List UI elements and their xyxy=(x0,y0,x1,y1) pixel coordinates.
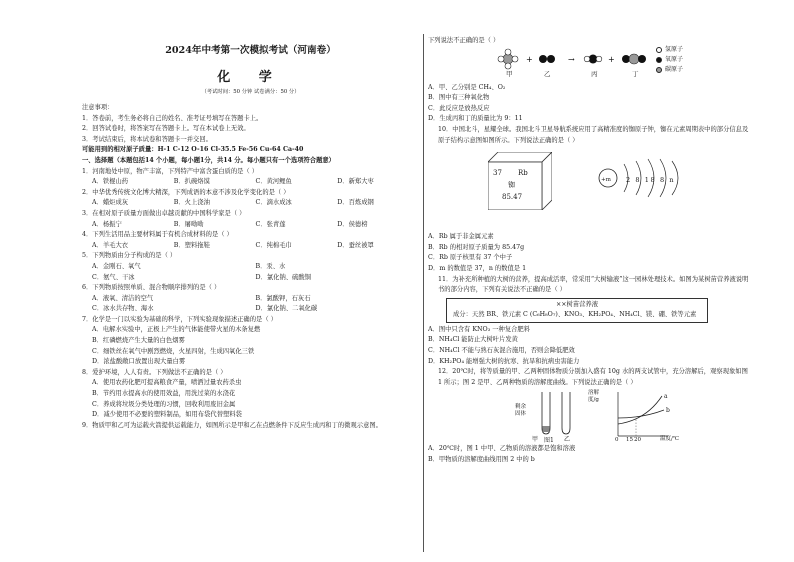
left-column xyxy=(82,36,419,431)
label-bing: 丙 xyxy=(591,69,598,78)
option-row xyxy=(82,241,419,252)
question-stem: 8．爱护环境，人人有责。下列做法不正确的是（ ） xyxy=(82,368,227,376)
legend-oxygen: 氧原子 xyxy=(665,55,684,63)
question-stem: 5．下列物质由分子构成的是（ ） xyxy=(82,252,177,260)
right-column xyxy=(428,36,753,465)
q11-option: C．NH₄Cl 不能与熟石灰混合施用，否则会降低肥效 xyxy=(428,346,575,354)
option: D．氯化钠、硫酸铜 xyxy=(255,273,311,281)
option-row xyxy=(82,177,419,188)
q12-option: B．甲物质的溶解度曲线用图 2 中的 b xyxy=(428,455,535,463)
option: D．减少使用不必要的塑料制品，如用布袋代替塑料袋 xyxy=(92,411,242,419)
atomic-structure xyxy=(602,160,692,200)
svg-text:+: + xyxy=(526,54,533,64)
q10-option: D．m 的数值是 37，n 的数值是 1 xyxy=(428,264,527,272)
question-stem: 6．下列物质按照单质、混合物顺序排列的是（ ） xyxy=(82,284,221,292)
fig1-residue-label: 剩余固体 xyxy=(515,404,527,418)
fig2-origin: 0 xyxy=(615,437,619,444)
option: B．节约用水提高水的使用效益，用洗过菜的水浇花 xyxy=(92,390,236,398)
question-stem: 1．河南地处中原，物产丰富，下列特产中富含蛋白质的是（ ） xyxy=(82,167,259,175)
atom-legend xyxy=(656,45,683,75)
q10-option: A．Rb 属于非金属元素 xyxy=(428,233,494,241)
legend-hydrogen: 氢原子 xyxy=(665,45,684,53)
question-stem: 7．化学是一门以实验为基础的科学，下列实验现象描述正确的是（ ） xyxy=(82,315,277,323)
option: C．黄河鲤鱼 xyxy=(255,178,292,186)
subject-title: 化 学 xyxy=(217,70,284,85)
option-row xyxy=(82,220,419,231)
notice-item: 3．考试结束后，将本试卷和答题卡一并交回。 xyxy=(82,135,212,143)
molecule-jia xyxy=(498,49,518,69)
nutrient-box-title: ××树苗营养液 xyxy=(555,300,599,308)
nutrient-box-content: 成分：天然 BR、铁元素 C (C₆H₈O₇)、KNO₃、KH₂PO₄、NH₄Cl、镁、硼、铁等元素 xyxy=(453,311,697,319)
option: A．使用农药化肥可提高粮食产量，喷洒过量农药杀虫 xyxy=(92,379,242,387)
option: B．红磷燃烧产生大量的白色烟雾 xyxy=(92,337,185,345)
q9-intro: 下列说法不正确的是（ ） xyxy=(428,37,500,44)
curve-a-label: a xyxy=(664,393,668,401)
option: B．屠呦呦 xyxy=(173,220,204,228)
solubility-figure xyxy=(428,388,753,444)
legend-carbon: 碳原子 xyxy=(665,65,684,73)
curve-b-label: b xyxy=(666,407,670,415)
option: C．冰水共存物、海水 xyxy=(92,305,154,313)
notice-item: 1．答卷前，考生务必将自己的姓名、准考证号填写在答题卡上。 xyxy=(82,114,263,122)
label-ding: 丁 xyxy=(632,69,639,78)
rubidium-figure xyxy=(428,146,753,232)
option-row xyxy=(82,262,419,273)
q12-option: A．20℃时，图 1 中甲、乙物质的溶液都是饱和溶液 xyxy=(428,445,576,453)
option: C．滴水成冰 xyxy=(255,199,292,207)
nutrient-label-box xyxy=(446,298,708,323)
electron-shells: 2 8 18 8 n xyxy=(626,176,676,185)
option: A．蜡炬成灰 xyxy=(92,199,129,207)
atomic-mass: 85.47 xyxy=(502,193,523,202)
column-divider xyxy=(423,34,424,552)
fig1-tube-yi: 乙 xyxy=(564,436,571,444)
fig1-tube-jia: 甲 xyxy=(532,436,539,444)
notice-item: 2．回答试卷时，将答案写在答题卡上。写在本试卷上无效。 xyxy=(82,125,250,133)
question-list xyxy=(82,167,419,432)
element-symbol: Rb xyxy=(518,169,528,178)
option: C．细铁丝在氧气中剧烈燃烧，火星四射，生成四氧化三铁 xyxy=(92,347,255,355)
q11-option: A．图中只含有 KNO₃ 一种复合肥料 xyxy=(428,325,531,333)
molecule-diagram xyxy=(428,47,658,83)
atomic-masses: 可能用到的相对原子质量：H-1 C-12 O-16 Cl-35.5 Fe-56 Cu-64 Ca-40 xyxy=(82,146,304,154)
option: B．氯酸钾，石灰石 xyxy=(255,294,311,302)
option: A．金刚石、氧气 xyxy=(92,262,141,270)
fig2-xlabel: 温度/℃ xyxy=(660,436,680,443)
question-stem: 3．在相对原子质量方面做出卓越贡献的中国科学家是（ ） xyxy=(82,209,246,217)
reaction-diagram xyxy=(428,47,753,83)
option-row xyxy=(82,304,419,315)
option: B．塑料拖鞋 xyxy=(173,241,210,249)
label-yi: 乙 xyxy=(544,69,551,78)
q10-option: C．Rb 原子核里有 37 个中子 xyxy=(428,254,513,262)
question-stem: 4．下列生活用品主要材料属于有机合成材料的是（ ） xyxy=(82,231,233,239)
fig2-ylabel: 溶解度/g xyxy=(588,390,600,404)
molecule-yi xyxy=(539,55,555,63)
element-name: 铷 xyxy=(508,181,515,190)
option: A．羊毛大衣 xyxy=(92,241,129,249)
exam-meta: （考试时间：50 分钟 试卷满分：50 分） xyxy=(201,89,300,95)
exam-title: 2024年中考第一次模拟考试（河南卷） xyxy=(165,45,336,56)
option: D．侯德榜 xyxy=(337,220,368,228)
question-stem: 9．物质甲和乙可为运载火箭提供运载能力，如图所示是甲和乙在点燃条件下反应生成丙和丁的微观示意图。 xyxy=(82,421,382,429)
option: A．杨振宁 xyxy=(92,220,122,228)
notice-heading: 注意事项： xyxy=(82,104,114,111)
molecule-bing xyxy=(584,54,602,63)
q9-option: D．生成丙和丁的质量比为 9：11 xyxy=(428,115,523,123)
fig2-tick-20: 20 xyxy=(634,437,641,444)
molecule-ding xyxy=(622,54,646,64)
option: D．新郑大枣 xyxy=(337,178,374,186)
q12-stem: 12．20℃时，将等质量的甲、乙两种固体物质分别加入盛有 10g 水的两支试管中，充分溶解后，观察现象如图 1 所示；图 2 是甲、乙两种物质的溶解度曲线。下列说法正确的是（ ） xyxy=(438,368,748,386)
svg-text:→: → xyxy=(568,54,575,64)
option: A．液氧、清洁的空气 xyxy=(92,294,154,302)
option: A．铁棍山药 xyxy=(92,178,129,186)
option: C．氨气、干冰 xyxy=(92,273,135,281)
q9-option: B．图中有三种氧化物 xyxy=(428,94,490,102)
option: D．百炼成钢 xyxy=(337,199,374,207)
fig2-tick-15: 15 xyxy=(626,437,633,444)
option: D．氯化钠、二氧化碳 xyxy=(255,305,318,313)
option: A．电解水实验中，正极上产生的气体能使带火星的木条复燃 xyxy=(92,326,261,334)
option: C．纯棉毛巾 xyxy=(255,241,292,249)
option-row xyxy=(82,198,419,209)
atomic-number: 37 xyxy=(493,169,502,178)
q9-option: C．此反应是放热反应 xyxy=(428,104,490,112)
option: B．火上浇油 xyxy=(173,199,210,207)
option: B．扒碗烙馍 xyxy=(173,178,210,186)
q11-option: B．NH₄Cl 能防止大树叶片发黄 xyxy=(428,336,518,344)
q11-option: D．KH₂PO₄ 能增强大树的抗寒、抗旱和抗病虫害能力 xyxy=(428,357,580,365)
option: C．养成将垃圾分类处理的习惯，回收利用废旧金属 xyxy=(92,400,236,408)
option: D．浓盐酸敞口放置出现大量白雾 xyxy=(92,358,186,366)
option: D．蚕丝被罩 xyxy=(337,241,374,249)
fig1-caption: 图1 xyxy=(544,437,554,445)
option: B．汞、水 xyxy=(255,262,286,270)
option-row xyxy=(82,273,419,284)
periodic-cell xyxy=(488,152,544,206)
option: C．张青莲 xyxy=(255,220,286,228)
question-stem: 2．中华优秀传统文化博大精深，下列成语的本意不涉及化学变化的是（ ） xyxy=(82,188,290,196)
label-jia: 甲 xyxy=(506,69,513,78)
q9-option: A．甲、乙分别是 CH₄、O₂ xyxy=(428,83,506,91)
q11-stem: 11．为补充所种植的大树的营养，提高成活率，常采用“大树输液”这一园林处理技术。如图为某树苗营养液说明书的部分内容，下列有关说法不正确的是（ ） xyxy=(438,275,749,294)
svg-text:+: + xyxy=(608,54,615,64)
q10-option: B．Rb 的相对原子质量为 85.47g xyxy=(428,243,525,251)
q10-stem: 10．中国北斗，星耀全球。我国北斗卫星导航系统应用了高精准度的铷原子钟，铷在元素周期表中的部分信息及原子结构示意图如图所示。下列说法正确的是（ ） xyxy=(438,125,749,144)
nucleus-charge: +m xyxy=(601,177,611,184)
option-row xyxy=(82,294,419,305)
section-heading: 一、选择题（本题包括14 个小题，每小题1分，共14 分。每小题只有一个选项符合题意） xyxy=(82,156,335,164)
